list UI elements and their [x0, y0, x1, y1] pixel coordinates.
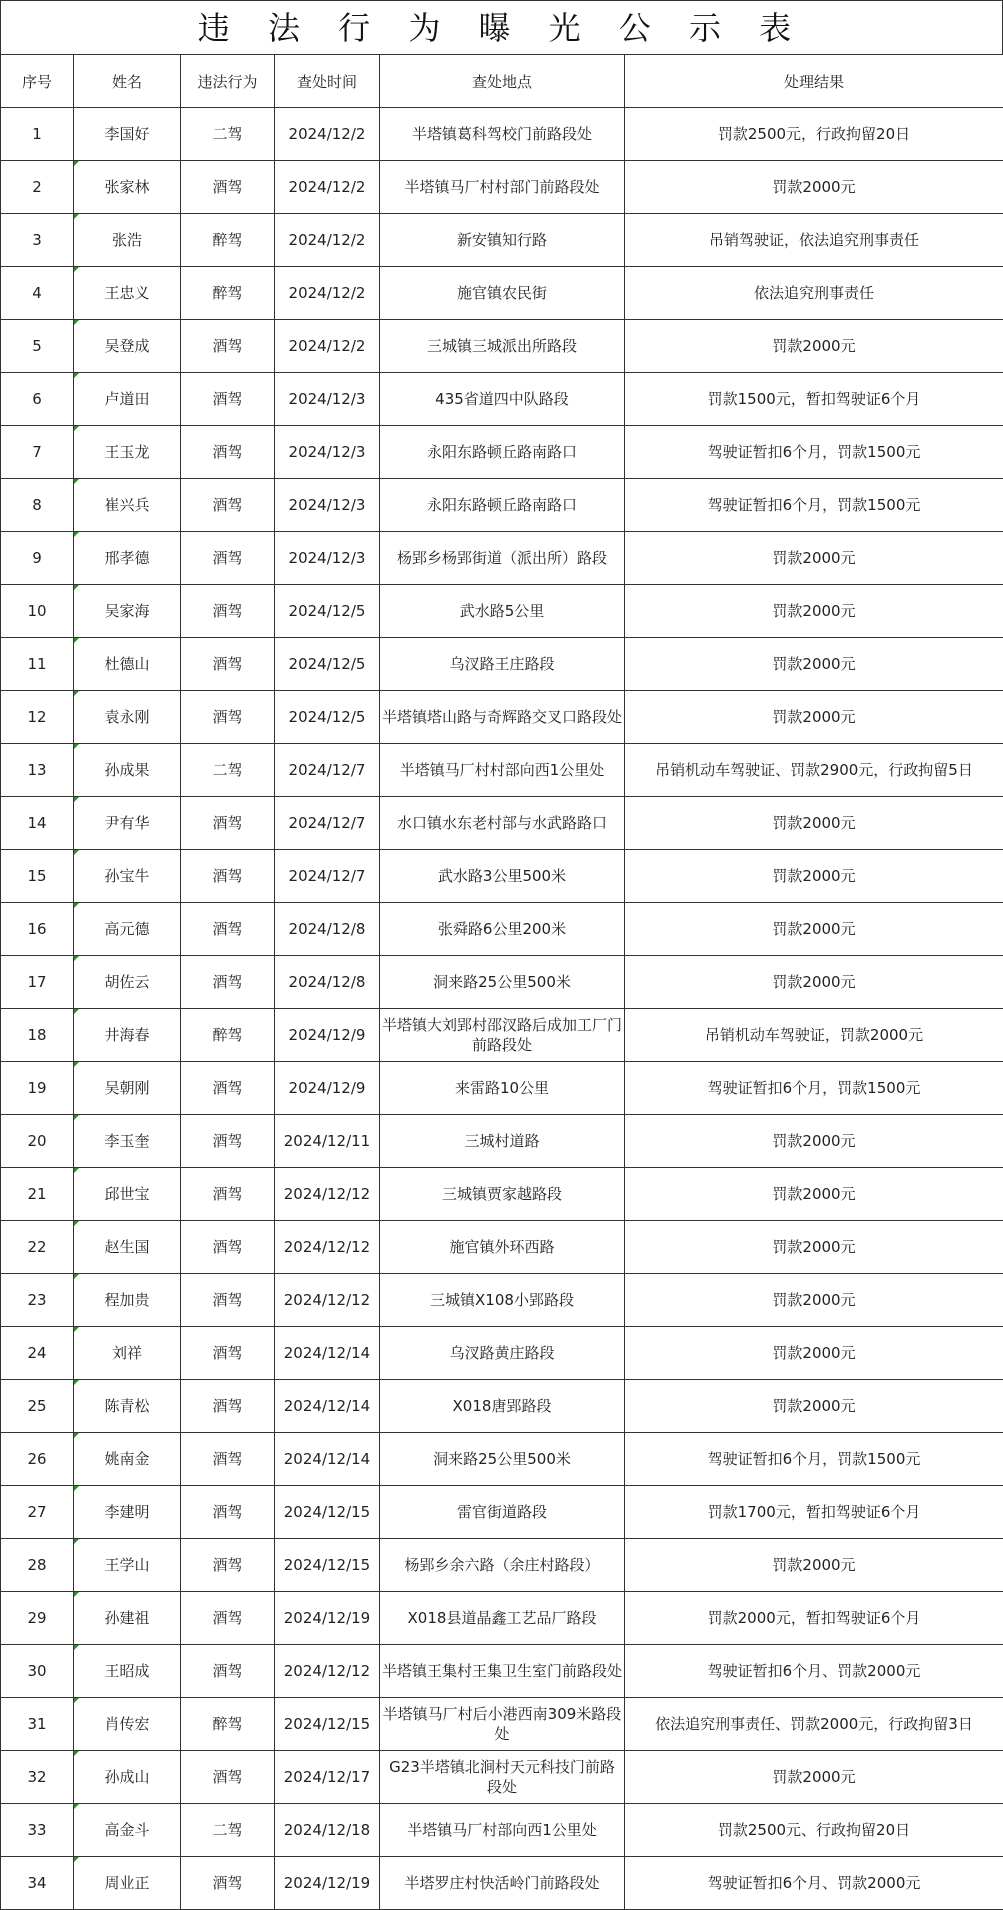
row-result: 驾驶证暂扣6个月、罚款2000元	[625, 1857, 1003, 1910]
row-location: 洞来路25公里500米	[380, 1433, 625, 1486]
row-result: 罚款2000元	[625, 1751, 1003, 1804]
row-result: 罚款2500元、行政拘留20日	[625, 1804, 1003, 1857]
row-name: 刘祥	[74, 1327, 181, 1380]
row-location: 张舜路6公里200米	[380, 903, 625, 956]
table-row	[1, 638, 1003, 691]
row-location: 半塔镇马厂村村部门前路段处	[380, 161, 625, 214]
row-violation: 酒驾	[181, 638, 275, 691]
row-location: 三城镇贾家越路段	[380, 1168, 625, 1221]
row-number: 25	[1, 1380, 74, 1433]
row-number: 13	[1, 744, 74, 797]
row-name: 袁永刚	[74, 691, 181, 744]
row-location: 武水路5公里	[380, 585, 625, 638]
row-number: 21	[1, 1168, 74, 1221]
row-result: 罚款2000元	[625, 797, 1003, 850]
table-row	[1, 1486, 1003, 1539]
row-date: 2024/12/15	[275, 1698, 380, 1751]
row-number: 16	[1, 903, 74, 956]
row-number: 24	[1, 1327, 74, 1380]
row-violation: 二驾	[181, 1804, 275, 1857]
row-name: 高元德	[74, 903, 181, 956]
row-violation: 醉驾	[181, 214, 275, 267]
row-location: 乌汊路黄庄路段	[380, 1327, 625, 1380]
row-result: 罚款2000元	[625, 903, 1003, 956]
table-row	[1, 1804, 1003, 1857]
table-row	[1, 1168, 1003, 1221]
header-row	[1, 55, 1003, 108]
row-location: 半塔镇王集村王集卫生室门前路段处	[380, 1645, 625, 1698]
row-result: 罚款2000元	[625, 1380, 1003, 1433]
row-date: 2024/12/3	[275, 479, 380, 532]
row-name: 程加贵	[74, 1274, 181, 1327]
table-body	[1, 108, 1003, 1910]
row-name: 王玉龙	[74, 426, 181, 479]
row-date: 2024/12/7	[275, 744, 380, 797]
row-result: 罚款1500元，暂扣驾驶证6个月	[625, 373, 1003, 426]
row-violation: 酒驾	[181, 585, 275, 638]
table-row	[1, 850, 1003, 903]
row-result: 罚款1700元，暂扣驾驶证6个月	[625, 1486, 1003, 1539]
row-result: 罚款2000元	[625, 1327, 1003, 1380]
table-row	[1, 161, 1003, 214]
row-violation: 酒驾	[181, 1751, 275, 1804]
table-row	[1, 108, 1003, 161]
row-name: 吴朝刚	[74, 1062, 181, 1115]
row-number: 6	[1, 373, 74, 426]
table-row	[1, 1062, 1003, 1115]
row-result: 罚款2000元，暂扣驾驶证6个月	[625, 1592, 1003, 1645]
row-date: 2024/12/7	[275, 850, 380, 903]
table-row	[1, 532, 1003, 585]
row-name: 井海春	[74, 1009, 181, 1062]
row-number: 4	[1, 267, 74, 320]
row-number: 34	[1, 1857, 74, 1910]
row-date: 2024/12/14	[275, 1380, 380, 1433]
row-date: 2024/12/3	[275, 373, 380, 426]
row-result: 罚款2000元	[625, 1539, 1003, 1592]
row-result: 罚款2000元	[625, 1168, 1003, 1221]
row-date: 2024/12/5	[275, 691, 380, 744]
row-date: 2024/12/19	[275, 1857, 380, 1910]
row-number: 26	[1, 1433, 74, 1486]
row-result: 罚款2000元	[625, 1115, 1003, 1168]
row-date: 2024/12/17	[275, 1751, 380, 1804]
row-violation: 酒驾	[181, 1062, 275, 1115]
row-violation: 酒驾	[181, 1592, 275, 1645]
row-number: 33	[1, 1804, 74, 1857]
row-name: 李建明	[74, 1486, 181, 1539]
row-name: 邢孝德	[74, 532, 181, 585]
table-row	[1, 1592, 1003, 1645]
row-result: 驾驶证暂扣6个月，罚款1500元	[625, 1433, 1003, 1486]
row-location: 半塔镇塔山路与奇辉路交叉口路段处	[380, 691, 625, 744]
row-location: 水口镇水东老村部与水武路路口	[380, 797, 625, 850]
row-location: 施官镇农民街	[380, 267, 625, 320]
row-location: 三城镇三城派出所路段	[380, 320, 625, 373]
row-name: 崔兴兵	[74, 479, 181, 532]
table-row	[1, 956, 1003, 1009]
table-row	[1, 1380, 1003, 1433]
row-location: X018唐郢路段	[380, 1380, 625, 1433]
row-location: 杨郢乡余六路（余庄村路段）	[380, 1539, 625, 1592]
row-result: 罚款2500元，行政拘留20日	[625, 108, 1003, 161]
row-result: 罚款2000元	[625, 320, 1003, 373]
header-place: 查处地点	[380, 55, 625, 108]
row-date: 2024/12/2	[275, 161, 380, 214]
row-date: 2024/12/9	[275, 1009, 380, 1062]
row-date: 2024/12/14	[275, 1327, 380, 1380]
row-result: 吊销驾驶证，依法追究刑事责任	[625, 214, 1003, 267]
row-violation: 酒驾	[181, 1380, 275, 1433]
row-violation: 酒驾	[181, 479, 275, 532]
violation-table	[0, 54, 1003, 1910]
row-location: 乌汊路王庄路段	[380, 638, 625, 691]
row-number: 14	[1, 797, 74, 850]
row-date: 2024/12/2	[275, 320, 380, 373]
table-row	[1, 1433, 1003, 1486]
row-violation: 酒驾	[181, 1115, 275, 1168]
row-number: 19	[1, 1062, 74, 1115]
row-number: 22	[1, 1221, 74, 1274]
row-date: 2024/12/12	[275, 1221, 380, 1274]
table-row	[1, 1221, 1003, 1274]
row-location: 半塔罗庄村快活岭门前路段处	[380, 1857, 625, 1910]
row-name: 孙宝牛	[74, 850, 181, 903]
table-row	[1, 1698, 1003, 1751]
row-date: 2024/12/9	[275, 1062, 380, 1115]
table-row	[1, 426, 1003, 479]
table-row	[1, 267, 1003, 320]
header-act: 违法行为	[181, 55, 275, 108]
row-location: 半塔镇马厂村部向西1公里处	[380, 1804, 625, 1857]
row-name: 王昭成	[74, 1645, 181, 1698]
row-date: 2024/12/2	[275, 108, 380, 161]
row-name: 周业正	[74, 1857, 181, 1910]
table-row	[1, 1857, 1003, 1910]
row-date: 2024/12/5	[275, 638, 380, 691]
row-violation: 酒驾	[181, 850, 275, 903]
row-number: 23	[1, 1274, 74, 1327]
row-violation: 酒驾	[181, 1645, 275, 1698]
row-name: 邱世宝	[74, 1168, 181, 1221]
table-row	[1, 903, 1003, 956]
table-row	[1, 1327, 1003, 1380]
row-location: 三城村道路	[380, 1115, 625, 1168]
row-violation: 酒驾	[181, 903, 275, 956]
row-violation: 酒驾	[181, 1486, 275, 1539]
table-row	[1, 373, 1003, 426]
row-location: G23半塔镇北涧村天元科技门前路段处	[380, 1751, 625, 1804]
row-number: 12	[1, 691, 74, 744]
row-name: 尹有华	[74, 797, 181, 850]
row-number: 31	[1, 1698, 74, 1751]
row-result: 依法追究刑事责任	[625, 267, 1003, 320]
row-name: 胡佐云	[74, 956, 181, 1009]
row-location: 洞来路25公里500米	[380, 956, 625, 1009]
row-result: 吊销机动车驾驶证，罚款2000元	[625, 1009, 1003, 1062]
row-date: 2024/12/14	[275, 1433, 380, 1486]
row-number: 27	[1, 1486, 74, 1539]
row-result: 罚款2000元	[625, 850, 1003, 903]
row-violation: 醉驾	[181, 267, 275, 320]
row-number: 20	[1, 1115, 74, 1168]
row-violation: 酒驾	[181, 373, 275, 426]
row-number: 5	[1, 320, 74, 373]
row-name: 王忠义	[74, 267, 181, 320]
row-name: 王学山	[74, 1539, 181, 1592]
row-location: 永阳东路顿丘路南路口	[380, 426, 625, 479]
row-name: 孙成山	[74, 1751, 181, 1804]
row-violation: 酒驾	[181, 1221, 275, 1274]
row-number: 1	[1, 108, 74, 161]
row-number: 32	[1, 1751, 74, 1804]
row-number: 15	[1, 850, 74, 903]
row-name: 卢道田	[74, 373, 181, 426]
row-number: 17	[1, 956, 74, 1009]
table-row	[1, 479, 1003, 532]
row-name: 孙建祖	[74, 1592, 181, 1645]
row-violation: 酒驾	[181, 426, 275, 479]
row-number: 10	[1, 585, 74, 638]
row-location: 半塔镇马厂村村部向西1公里处	[380, 744, 625, 797]
row-result: 驾驶证暂扣6个月，罚款1500元	[625, 479, 1003, 532]
row-name: 张家林	[74, 161, 181, 214]
row-result: 罚款2000元	[625, 161, 1003, 214]
row-date: 2024/12/8	[275, 956, 380, 1009]
row-name: 杜德山	[74, 638, 181, 691]
row-location: 新安镇知行路	[380, 214, 625, 267]
row-number: 8	[1, 479, 74, 532]
table-row	[1, 744, 1003, 797]
row-location: 三城镇X108小郢路段	[380, 1274, 625, 1327]
row-violation: 酒驾	[181, 161, 275, 214]
row-name: 李玉奎	[74, 1115, 181, 1168]
row-number: 11	[1, 638, 74, 691]
row-name: 陈青松	[74, 1380, 181, 1433]
row-date: 2024/12/12	[275, 1645, 380, 1698]
row-result: 罚款2000元	[625, 585, 1003, 638]
row-date: 2024/12/5	[275, 585, 380, 638]
row-name: 姚南金	[74, 1433, 181, 1486]
row-result: 罚款2000元	[625, 1274, 1003, 1327]
row-result: 罚款2000元	[625, 532, 1003, 585]
row-violation: 酒驾	[181, 691, 275, 744]
row-date: 2024/12/8	[275, 903, 380, 956]
table-row	[1, 1274, 1003, 1327]
row-result: 罚款2000元	[625, 1221, 1003, 1274]
row-violation: 酒驾	[181, 1539, 275, 1592]
row-name: 吴家海	[74, 585, 181, 638]
row-date: 2024/12/2	[275, 214, 380, 267]
row-location: 半塔镇马厂村后小港西南309米路段处	[380, 1698, 625, 1751]
row-location: 半塔镇大刘郢村邵汊路后成加工厂门前路段处	[380, 1009, 625, 1062]
row-number: 30	[1, 1645, 74, 1698]
row-result: 驾驶证暂扣6个月、罚款2000元	[625, 1645, 1003, 1698]
row-name: 孙成果	[74, 744, 181, 797]
row-location: 施官镇外环西路	[380, 1221, 625, 1274]
row-result: 依法追究刑事责任、罚款2000元，行政拘留3日	[625, 1698, 1003, 1751]
table-row	[1, 1645, 1003, 1698]
row-number: 7	[1, 426, 74, 479]
row-violation: 酒驾	[181, 1274, 275, 1327]
row-number: 28	[1, 1539, 74, 1592]
row-name: 张浩	[74, 214, 181, 267]
row-violation: 酒驾	[181, 532, 275, 585]
row-violation: 醉驾	[181, 1698, 275, 1751]
table-row	[1, 1539, 1003, 1592]
row-violation: 酒驾	[181, 956, 275, 1009]
header-date: 查处时间	[275, 55, 380, 108]
row-date: 2024/12/7	[275, 797, 380, 850]
header-no: 序号	[1, 55, 74, 108]
row-name: 李国好	[74, 108, 181, 161]
table-row	[1, 1751, 1003, 1804]
row-date: 2024/12/12	[275, 1168, 380, 1221]
row-location: 永阳东路顿丘路南路口	[380, 479, 625, 532]
row-number: 18	[1, 1009, 74, 1062]
sheet-title: 违 法 行 为 曝 光 公 示 表	[0, 0, 1003, 55]
row-violation: 酒驾	[181, 1433, 275, 1486]
row-date: 2024/12/12	[275, 1274, 380, 1327]
row-date: 2024/12/3	[275, 426, 380, 479]
row-violation: 二驾	[181, 108, 275, 161]
row-location: 半塔镇葛科驾校门前路段处	[380, 108, 625, 161]
row-date: 2024/12/15	[275, 1539, 380, 1592]
row-violation: 酒驾	[181, 1857, 275, 1910]
header-result: 处理结果	[625, 55, 1003, 108]
row-name: 吴登成	[74, 320, 181, 373]
row-result: 罚款2000元	[625, 691, 1003, 744]
row-result: 驾驶证暂扣6个月，罚款1500元	[625, 426, 1003, 479]
row-date: 2024/12/19	[275, 1592, 380, 1645]
table-row	[1, 585, 1003, 638]
header-name: 姓名	[74, 55, 181, 108]
row-number: 3	[1, 214, 74, 267]
table-row	[1, 691, 1003, 744]
row-violation: 醉驾	[181, 1009, 275, 1062]
row-location: 杨郢乡杨郢街道（派出所）路段	[380, 532, 625, 585]
row-date: 2024/12/15	[275, 1486, 380, 1539]
row-location: 雷官街道路段	[380, 1486, 625, 1539]
row-date: 2024/12/11	[275, 1115, 380, 1168]
row-name: 赵生国	[74, 1221, 181, 1274]
row-name: 肖传宏	[74, 1698, 181, 1751]
row-result: 吊销机动车驾驶证、罚款2900元，行政拘留5日	[625, 744, 1003, 797]
row-number: 2	[1, 161, 74, 214]
row-violation: 酒驾	[181, 1168, 275, 1221]
row-location: 来雷路10公里	[380, 1062, 625, 1115]
row-violation: 酒驾	[181, 320, 275, 373]
row-number: 29	[1, 1592, 74, 1645]
row-number: 9	[1, 532, 74, 585]
table-row	[1, 1115, 1003, 1168]
row-date: 2024/12/18	[275, 1804, 380, 1857]
row-location: X018县道晶鑫工艺品厂路段	[380, 1592, 625, 1645]
row-date: 2024/12/2	[275, 267, 380, 320]
row-name: 高金斗	[74, 1804, 181, 1857]
table-row	[1, 1009, 1003, 1062]
table-row	[1, 320, 1003, 373]
row-violation: 酒驾	[181, 797, 275, 850]
row-location: 武水路3公里500米	[380, 850, 625, 903]
row-result: 驾驶证暂扣6个月，罚款1500元	[625, 1062, 1003, 1115]
row-result: 罚款2000元	[625, 638, 1003, 691]
row-date: 2024/12/3	[275, 532, 380, 585]
row-result: 罚款2000元	[625, 956, 1003, 1009]
row-location: 435省道四中队路段	[380, 373, 625, 426]
row-violation: 二驾	[181, 744, 275, 797]
row-violation: 酒驾	[181, 1327, 275, 1380]
table-row	[1, 797, 1003, 850]
table-row	[1, 214, 1003, 267]
